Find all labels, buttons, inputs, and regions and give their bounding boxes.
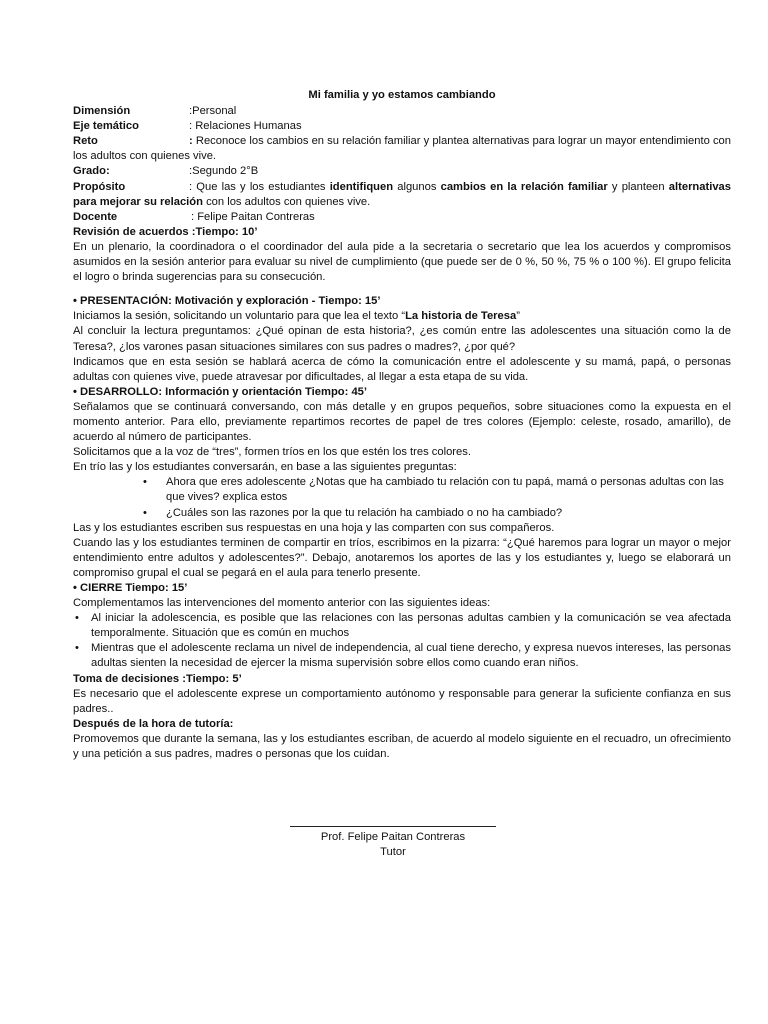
eje-row	[73, 119, 731, 134]
signature-role: Tutor	[380, 846, 406, 858]
presentacion-paragraph-2: Al concluir la lectura preguntamos: ¿Qué opinan de esta historia?, ¿es común entre las adolescentes una situación como la de Teresa?, ¿los varones pasan situaciones similares con sus padres o madres?, ¿por qué?	[73, 325, 731, 353]
list-item: • Ahora que eres adolescente ¿Notas que ha cambiado tu relación con tu papá, mamá o personas adultas con las que vives? explica estos	[73, 475, 731, 505]
proposito-row	[73, 180, 731, 210]
proposito-bold-cambios: cambios en la relación familiar	[440, 180, 608, 193]
desarrollo-paragraph-2: Solicitamos que a la voz de “tres”, formen tríos en los que estén los tres colores.	[73, 446, 471, 459]
grado-label: Grado:	[73, 165, 110, 178]
decisiones-heading: Toma de decisiones :Tiempo: 5’	[73, 672, 242, 685]
dimension-value: :Personal	[189, 105, 237, 118]
docente-value: : Felipe Paitan Contreras	[191, 210, 315, 223]
desarrollo-paragraph-1: Señalamos que se continuará conversando, con más detalle y en grupos pequeños, sobre situaciones como la expuesta en el momento anterior. Para ello, previamente repartimos recortes de papel de tres colores (Ejemplo: celeste, rosado, amarillo), de acuerdo al número de participantes.	[73, 400, 731, 444]
cierre-paragraph-1: Complementamos las intervenciones del momento anterior con las siguientes ideas:	[73, 597, 491, 610]
despues-heading: Después de la hora de tutoría:	[73, 717, 234, 730]
proposito-text: algunos	[393, 180, 441, 193]
grado-row	[73, 164, 731, 179]
signature-line	[290, 826, 496, 827]
docente-label: Docente	[73, 210, 118, 223]
proposito-bold-alternativas: alternativas para mejorar su relación	[73, 180, 731, 208]
eje-value: : Relaciones Humanas	[189, 120, 302, 133]
eje-label: Eje temático	[73, 120, 139, 133]
signature-name: Prof. Felipe Paitan Contreras	[320, 831, 466, 843]
dimension-row	[73, 104, 731, 119]
list-item: • Mientras que el adolescente reclama un nivel de independencia, al cual tiene derecho, y expresa nuevos intereses, las personas adultas sienten la necesidad de ejercer la misma supervisión sobre ellos como cuando eran niños.	[73, 641, 731, 671]
question-list	[73, 475, 731, 520]
presentacion-paragraph-1	[73, 309, 731, 324]
docente-row	[73, 210, 731, 225]
presentacion-text: Iniciamos la sesión, solicitando un voluntario para que lea el texto “	[73, 310, 406, 323]
list-item: • ¿Cuáles son las razones por la que tu relación ha cambiado o no ha cambiado?	[73, 506, 731, 521]
revision-text: En un plenario, la coordinadora o el coordinador del aula pide a la secretaria o secretario que lea los acuerdos y compromisos asumidos en la sesión anterior para evaluar su nivel de cumplimiento (que puede ser de 0 %, 50 %, 75 % o 100 %). El grupo felicita el logro o brinda sugerencias para su consecución.	[73, 240, 731, 284]
reto-value: Reconoce los cambios en su relación familiar y plantea alternativas para lograr un mayor entendimiento con los adultos con quienes vive.	[73, 135, 731, 163]
proposito-text: con los adultos con quienes vive.	[202, 195, 371, 208]
dimension-label: Dimensión	[73, 105, 131, 118]
proposito-text: y planteen	[607, 180, 669, 193]
proposito-bold-identifiquen: identifiquen	[329, 180, 394, 193]
desarrollo-paragraph-5: Cuando las y los estudiantes terminen de compartir en tríos, escribimos en la pizarra: “¿Qué haremos para lograr un mayor o mejor entendimiento entre adultos y adolescentes?”. Debajo, anotaremos los aportes de las y los estudiantes y, luego se elaborará un compromiso grupal el cual se pegará en el aula para tenerlo presente.	[73, 536, 731, 579]
reto-colon: :	[189, 135, 193, 148]
presentacion-paragraph-3: Indicamos que en esta sesión se hablará acerca de cómo la comunicación entre el adolescente y su mamá, papá, o personas adultas con quienes vive, puede atravesar por dificultades, al llegar a esta etapa de su vida.	[73, 355, 731, 383]
list-item: • Al iniciar la adolescencia, es posible que las relaciones con las personas adultas cambien y la comunicación se vea afectada temporalmente. Situación que es común en muchos	[73, 611, 731, 641]
presentacion-heading: • PRESENTACIÓN: Motivación y exploración - Tiempo: 15’	[73, 295, 381, 308]
reto-label: Reto	[73, 135, 98, 148]
ideas-list	[73, 611, 731, 671]
revision-heading: Revisión de acuerdos :Tiempo: 10’	[73, 225, 258, 238]
proposito-label: Propósito	[73, 180, 126, 193]
presentacion-text: ”	[516, 310, 520, 323]
desarrollo-paragraph-4: Las y los estudiantes escriben sus respuestas en una hoja y las comparten con sus compañeros.	[73, 521, 555, 534]
cierre-heading: • CIERRE Tiempo: 15’	[73, 582, 188, 594]
desarrollo-paragraph-3: En trío las y los estudiantes conversarán, en base a las siguientes preguntas:	[73, 461, 457, 474]
lesson-document	[73, 88, 731, 762]
reto-row	[73, 134, 731, 164]
despues-text: Promovemos que durante la semana, las y los estudiantes escriban, de acuerdo al modelo siguiente en el recuadro, un ofrecimiento y una petición a sus padres, madres o personas que los cuidan.	[73, 732, 731, 761]
grado-value: :Segundo 2°B	[189, 165, 259, 178]
document-title: Mi familia y yo estamos cambiando	[308, 89, 496, 101]
proposito-text: : Que las y los estudiantes	[189, 180, 330, 193]
desarrollo-heading: • DESARROLLO: Información y orientación Tiempo: 45’	[73, 385, 367, 398]
signature-block	[290, 826, 496, 860]
story-title: La historia de Teresa	[405, 310, 517, 323]
decisiones-text: Es necesario que el adolescente exprese un comportamiento autónomo y responsable para generar la suficiente confianza en sus padres..	[73, 687, 731, 715]
